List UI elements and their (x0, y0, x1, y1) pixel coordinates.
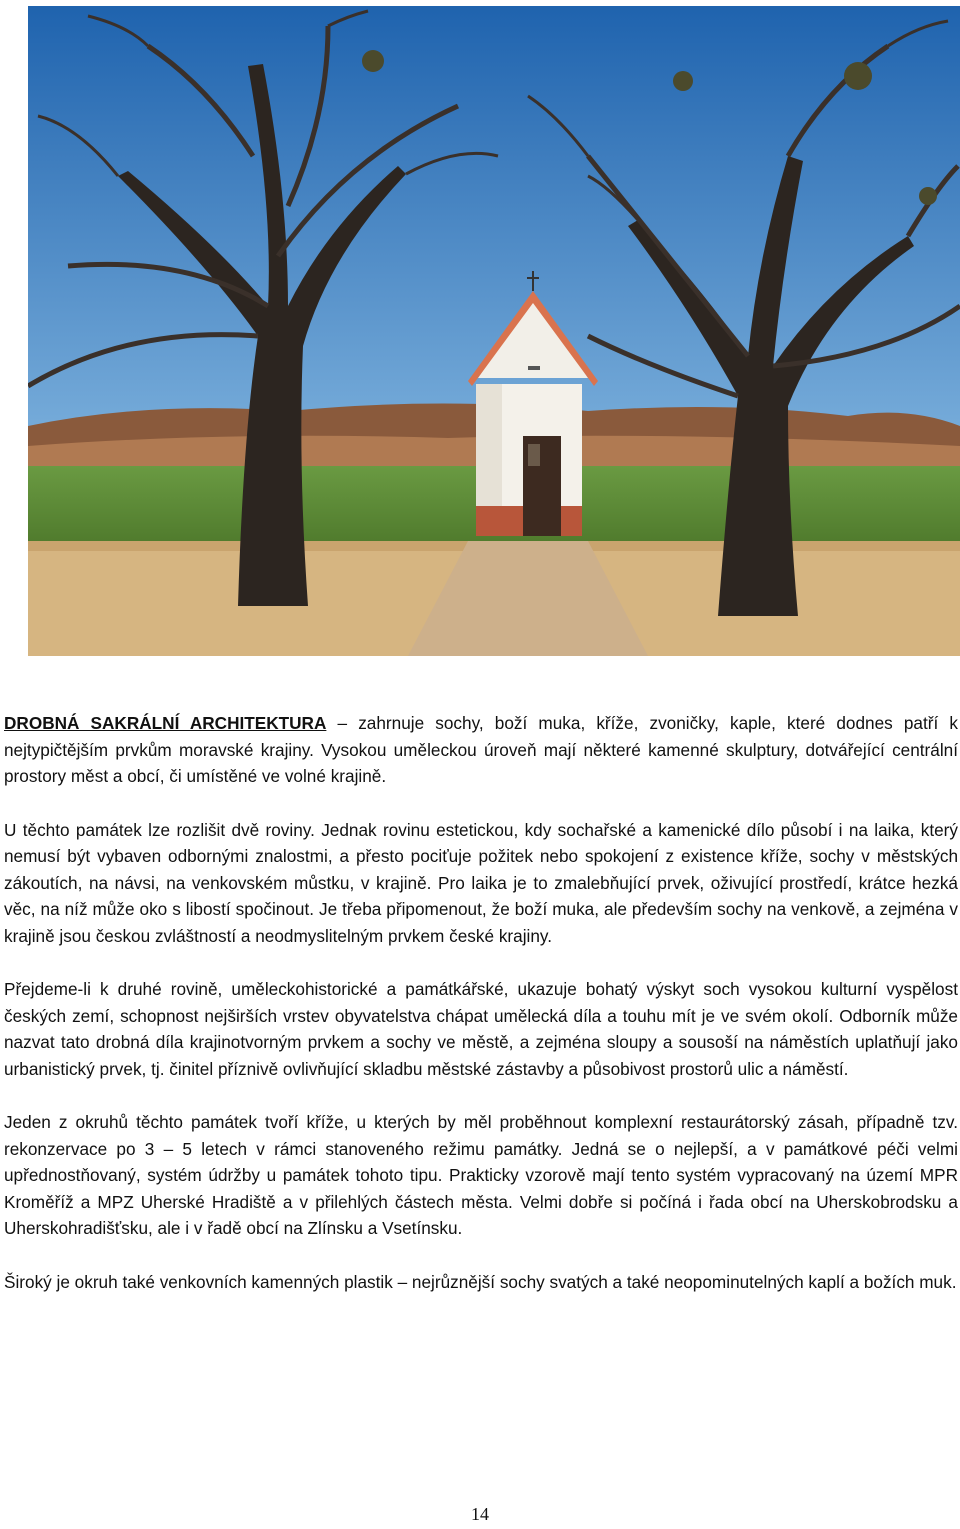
page-number: 14 (471, 1504, 489, 1524)
chapel-photo-illustration (28, 6, 960, 656)
chapel-landscape-photo (28, 6, 960, 656)
paragraph-crosses-restoration: Jeden z okruhů těchto památek tvoří kříže, u kterých by měl proběhnout komplexní restaurátorský zásah, případně tzv. rekonzervace po 3 – 5 letech v rámci stanoveného režimu památky. Jedná se o nejlepší, a v památkové péči velmi upřednostňovaný, systém údržby u památek tohoto tipu. Prakticky vzorově mají tento systém vypracovaný na území MPR Kroměříž a MPZ Uherské Hradiště a v přilehlých částech města. Velmi dobře si počíná i řada obcí na Uherskobrodsku a Uherskohradišťsku, ale i v řadě obcí na Zlínsku a Vsetínsku. (4, 1112, 958, 1238)
paragraph-historic-level: Přejdeme-li k druhé rovině, uměleckohistorické a památkářské, ukazuje bohatý výskyt soch vysokou kulturní vyspělost českých zemí, schopnost nejširších vrstev obyvatelstva chápat umělecká díla a touhu mít je ve svém okolí. Odborník může nazvat tato drobná díla krajinotvorným prvkem a sochy ve městě, a zejména sloupy a sousoší na náměstích uplatňují jako urbanistický prvek, tj. činitel příznivě ovlivňující skladbu městské zástavby a působivost prostorů ulic a náměstí. (4, 979, 958, 1079)
section-heading: DROBNÁ SAKRÁLNÍ ARCHITEKTURA (4, 713, 327, 733)
paragraph-aesthetic-level: U těchto památek lze rozlišit dvě roviny. Jednak rovinu estetickou, kdy sochařské a kamenické dílo působí i na laika, který nemusí být vybaven odbornými znalostmi, a přesto pociťuje požitek nebo spokojení z existence kříže, sochy v městských zákoutích, na návsi, na venkovském můstku, v krajině. Pro laika je to zmalebňující prvek, oživující prostředí, krátce hezká věc, na níž může oko s libostí spočinout. Je třeba připomenout, že boží muka, ale především sochy na venkově, a zejména v krajině jsou českou zvláštností a neodmyslitelným prvkem české krajiny. (4, 819, 958, 946)
intro-paragraph (4, 710, 958, 790)
paragraph-stone-sculptures: Široký je okruh také venkovních kamenných plastik – nejrůznější sochy svatých a také neopominutelných kaplí a božích muk. (4, 1271, 957, 1292)
intro-text: – zahrnuje sochy, boží muka, kříže, zvoničky, kaple, které dodnes patří k nejtypičtějším prvkům moravské krajiny. Vysokou uměleckou úroveň mají některé kamenné skulptury, dotvářející centrální prostory měst a obcí, či umístěné ve volné krajině. (4, 713, 958, 786)
article-text (4, 710, 958, 1322)
